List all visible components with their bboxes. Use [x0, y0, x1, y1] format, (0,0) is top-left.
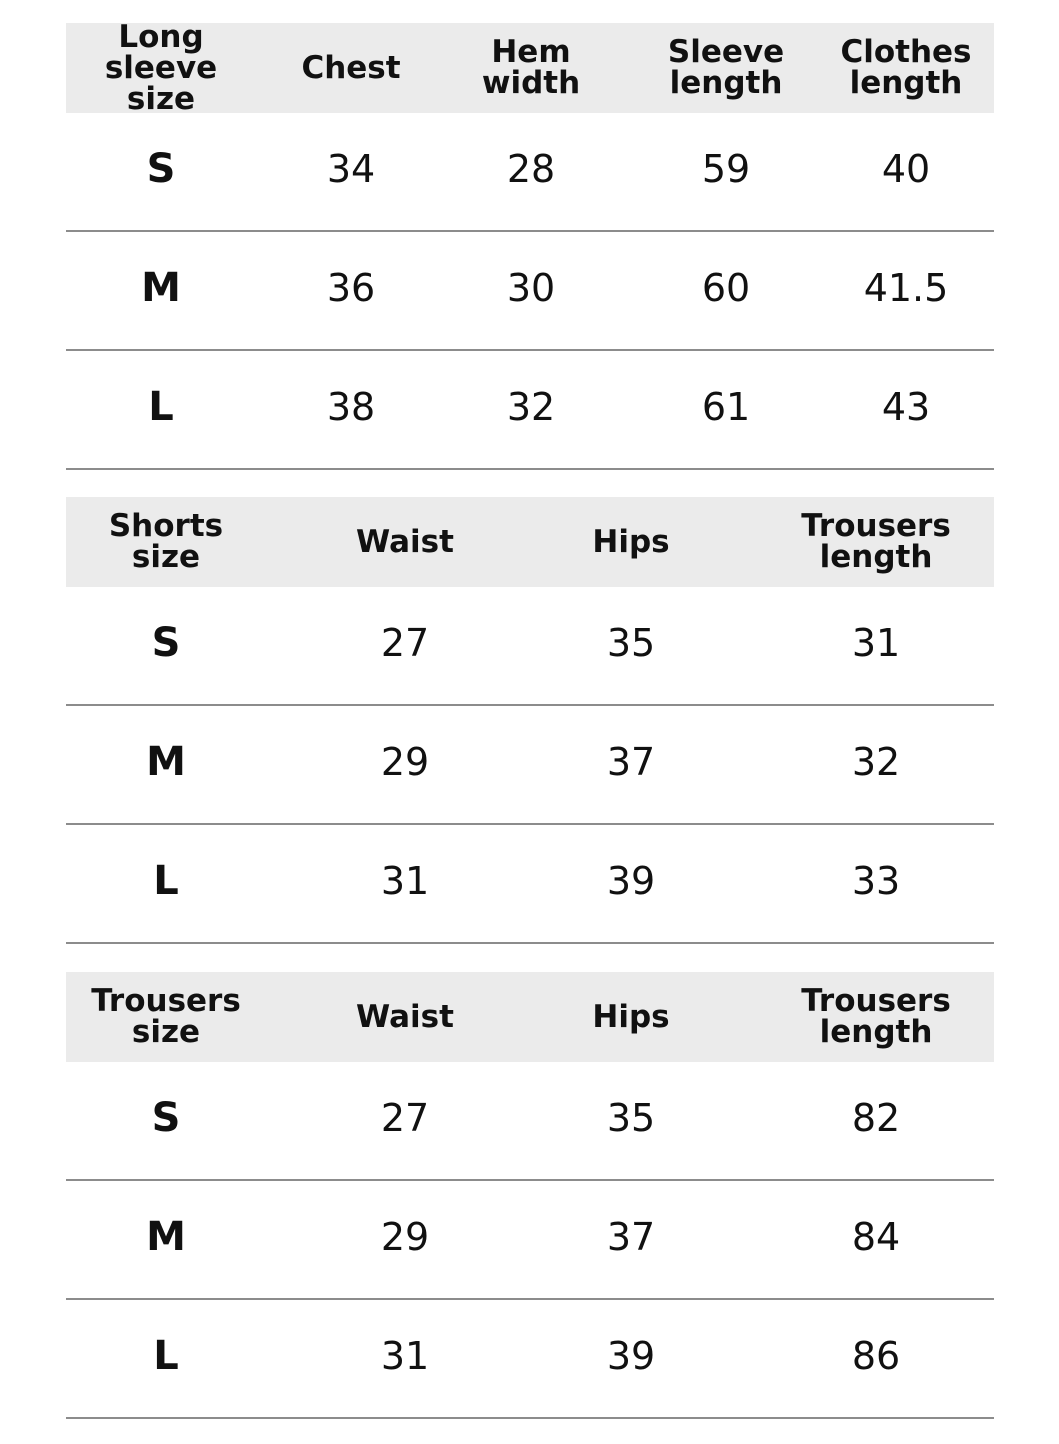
value-cell: 37: [606, 740, 656, 784]
value-cell: 31: [380, 1334, 430, 1378]
size-cell: M: [146, 1214, 186, 1260]
trousers-size-table: [66, 972, 994, 1419]
value-cell: 28: [506, 147, 556, 191]
size-cell: L: [153, 1333, 179, 1379]
column-header: Long sleeve size: [104, 18, 218, 117]
value-cell: 29: [380, 1215, 430, 1259]
value-cell: 35: [606, 1096, 656, 1140]
table-row: [66, 825, 994, 944]
table-row: [66, 1300, 994, 1419]
value-cell: 34: [326, 147, 376, 191]
value-cell: 32: [506, 385, 556, 429]
column-header: Shorts size: [108, 508, 224, 575]
size-cell: S: [146, 146, 176, 192]
value-cell: 32: [851, 740, 901, 784]
value-cell: 27: [380, 1096, 430, 1140]
column-header: Trousers length: [801, 983, 951, 1050]
column-header: Hem width: [481, 34, 581, 101]
table-header: [66, 497, 994, 587]
value-cell: 59: [701, 147, 751, 191]
size-cell: L: [153, 858, 179, 904]
value-cell: 39: [606, 859, 656, 903]
value-cell: 31: [380, 859, 430, 903]
size-cell: M: [146, 739, 186, 785]
shorts-size-table: [66, 497, 994, 944]
size-cell: L: [148, 384, 174, 430]
value-cell: 60: [701, 266, 751, 310]
table-row: [66, 706, 994, 825]
value-cell: 30: [506, 266, 556, 310]
column-header: Sleeve length: [667, 34, 785, 101]
size-cell: S: [151, 1095, 181, 1141]
value-cell: 43: [881, 385, 931, 429]
column-header: Trousers length: [801, 508, 951, 575]
table-row: [66, 587, 994, 706]
table-header: [66, 972, 994, 1062]
value-cell: 84: [851, 1215, 901, 1259]
column-header: Chest: [301, 49, 401, 86]
value-cell: 27: [380, 621, 430, 665]
column-header: Hips: [592, 998, 670, 1035]
value-cell: 36: [326, 266, 376, 310]
column-header: Waist: [356, 523, 454, 560]
value-cell: 38: [326, 385, 376, 429]
table-row: [66, 351, 994, 470]
value-cell: 39: [606, 1334, 656, 1378]
value-cell: 29: [380, 740, 430, 784]
long-sleeve-size-table: [66, 18, 994, 470]
column-header: Clothes length: [840, 34, 972, 101]
value-cell: 31: [851, 621, 901, 665]
value-cell: 40: [881, 147, 931, 191]
table-header: [66, 18, 994, 117]
table-row: [66, 1181, 994, 1300]
column-header: Hips: [592, 523, 670, 560]
value-cell: 86: [851, 1334, 901, 1378]
column-header: Waist: [356, 998, 454, 1035]
value-cell: 82: [851, 1096, 901, 1140]
table-row: [66, 113, 994, 232]
value-cell: 41.5: [863, 266, 949, 310]
size-cell: M: [141, 265, 181, 311]
table-row: [66, 232, 994, 351]
value-cell: 37: [606, 1215, 656, 1259]
value-cell: 33: [851, 859, 901, 903]
table-row: [66, 1062, 994, 1181]
size-cell: S: [151, 620, 181, 666]
value-cell: 35: [606, 621, 656, 665]
value-cell: 61: [701, 385, 751, 429]
column-header: Trousers size: [91, 983, 241, 1050]
